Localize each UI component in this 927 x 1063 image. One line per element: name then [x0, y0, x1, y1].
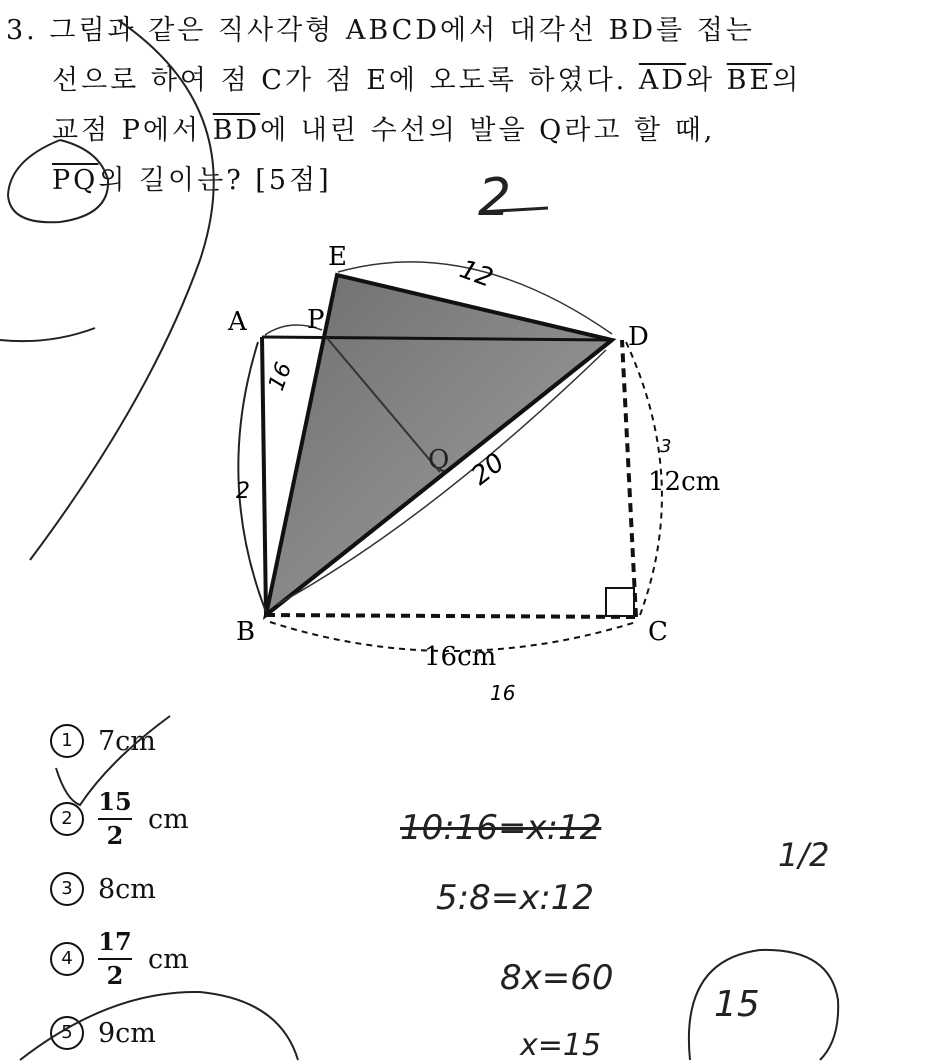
hand-work-line-3 — [500, 958, 614, 998]
label-q: Q — [428, 445, 450, 475]
hand-edge-3: 3 — [660, 436, 672, 457]
hand-work-line-4 — [520, 1028, 601, 1063]
choice-4-fraction — [98, 927, 132, 990]
hand-edge-12: 12 — [455, 254, 497, 294]
hand-circled-answer: 15 — [714, 984, 760, 1025]
hand-work-1: 10:16=x:12 — [400, 808, 602, 848]
choice-3[interactable] — [50, 872, 156, 906]
segment-be: $\overline{BE}$ — [726, 65, 773, 96]
hand-answer-top: 2 — [478, 168, 512, 228]
label-e: E — [328, 242, 347, 272]
choice-4[interactable] — [50, 927, 189, 990]
hand-side-note: 1/2 — [778, 836, 830, 874]
choice-5-number: 5 — [50, 1016, 84, 1050]
hand-work-line-1 — [400, 808, 601, 848]
right-angle-mark — [606, 588, 634, 616]
choice-3-number: 3 — [50, 872, 84, 906]
question-text-2b: 와 — [686, 65, 727, 96]
choice-5-text: 9cm — [98, 1017, 156, 1049]
label-d: D — [628, 322, 649, 352]
segment-ad: $\overline{AD}$ — [638, 65, 686, 96]
label-c: C — [648, 617, 668, 647]
fraction-bar — [98, 818, 132, 820]
question-text-2c: 의 — [772, 65, 802, 96]
choice-4-number: 4 — [50, 942, 84, 976]
choice-2[interactable] — [50, 787, 189, 850]
segment-pq: $\overline{PQ}$ — [52, 165, 99, 196]
choice-5[interactable] — [50, 1016, 156, 1050]
dimension-label-bottom: 16cm — [424, 642, 497, 672]
question-text-2a: 선으로 하여 점 C가 점 E에 오도록 하였다. — [52, 65, 639, 96]
hand-work-2: 5:8=x:12 — [436, 878, 595, 918]
choice-1[interactable] — [50, 724, 156, 758]
choice-1-number: 1 — [50, 724, 84, 758]
question-number: 3. — [6, 15, 38, 46]
choice-4-denominator: 2 — [106, 961, 124, 990]
segment-bd: $\overline{BD}$ — [212, 115, 261, 146]
choice-2-fraction — [98, 787, 132, 850]
side-ab — [262, 337, 266, 615]
hand-work-line-2 — [436, 878, 594, 918]
hand-edge-16: 16 — [264, 359, 298, 395]
hand-work-3: 8x=60 — [500, 958, 614, 998]
label-b: B — [236, 617, 256, 647]
label-p: P — [307, 305, 325, 335]
choice-2-numerator: 15 — [98, 787, 132, 816]
choice-4-unit: cm — [148, 943, 189, 975]
label-a: A — [228, 307, 247, 337]
hand-edge-20: 20 — [465, 447, 511, 492]
dimension-label-right: 12cm — [648, 467, 721, 497]
choice-2-unit: cm — [148, 803, 189, 835]
choice-2-number: 2 — [50, 802, 84, 836]
question-text-3b: 에 내린 수선의 발을 Q라고 할 때, — [260, 115, 716, 146]
choice-2-denominator: 2 — [106, 821, 124, 850]
hand-edge-2: 2 — [236, 479, 250, 504]
question-text-4b: 의 길이는? [5점] — [98, 165, 332, 196]
dashed-side-bc — [266, 615, 636, 617]
question-text-1: 그림과 같은 직사각형 ABCD에서 대각선 BD를 접는 — [49, 15, 755, 46]
choice-4-numerator: 17 — [98, 927, 132, 956]
hand-under-16: 16 — [490, 681, 516, 705]
choice-1-text: 7cm — [98, 725, 156, 757]
question-text-3a: 교점 P에서 — [52, 115, 213, 146]
hand-work-4: x=15 — [520, 1028, 602, 1063]
choice-3-text: 8cm — [98, 873, 156, 905]
fraction-bar — [98, 958, 132, 960]
dashed-side-cd — [622, 340, 636, 617]
